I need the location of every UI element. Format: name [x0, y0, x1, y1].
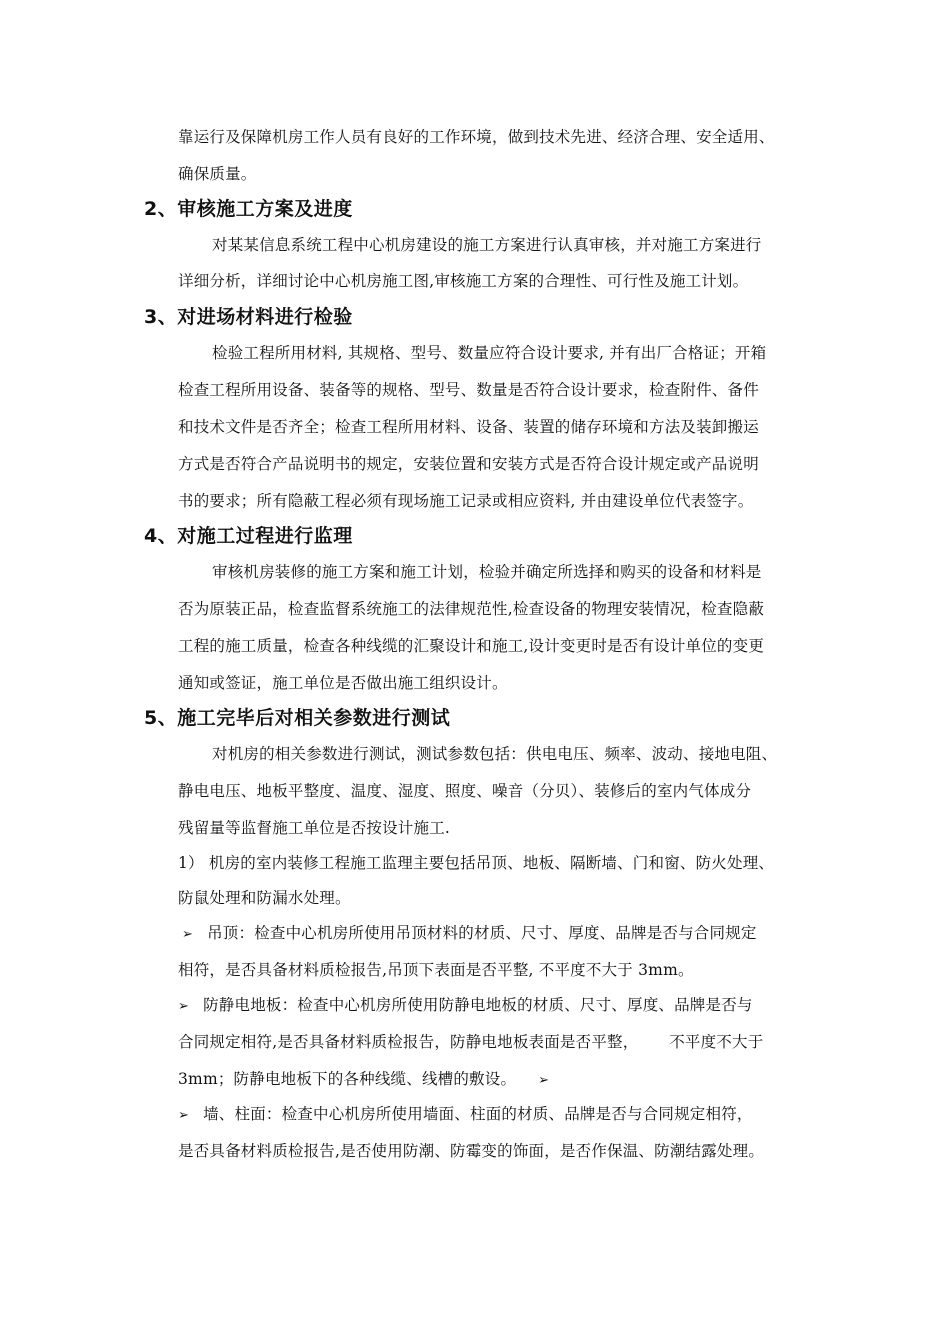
bullet-wall-text: 墙、柱面：检查中心机房所使用墙面、柱面的材质、品牌是否与合同规定相符，: [203, 1105, 753, 1123]
section-2-line-1: 对某某信息系统工程中心机房建设的施工方案进行认真审核，并对施工方案进行: [212, 236, 762, 254]
bullet-wall-line-1: [178, 1104, 753, 1126]
intro-line-2: 确保质量。: [178, 165, 257, 183]
section-4-line-2: 否为原装正品，检查监督系统施工的法律规范性,检查设备的物理安装情况，检查隐蔽: [178, 600, 765, 618]
section-3-heading: 3、对进场材料进行检验: [144, 306, 353, 328]
bullet-ceiling-text: 吊顶：检查中心机房所使用吊顶材料的材质、尺寸、厚度、品牌是否与合同规定: [207, 924, 757, 942]
section-5-line-3: 残留量等监督施工单位是否按设计施工.: [178, 819, 451, 837]
section-3-line-1: 检验工程所用材料, 其规格、型号、数量应符合设计要求, 并有出厂合格证；开箱: [212, 344, 767, 362]
bullet-floor-line-1: [178, 995, 753, 1017]
section-3-line-4: 方式是否符合产品说明书的规定，安装位置和安装方式是否符合设计规定或产品说明: [178, 455, 759, 473]
section-5-line-1: 对机房的相关参数进行测试，测试参数包括：供电电压、频率、波动、接地电阻、: [212, 745, 778, 763]
arrow-bullet-icon: ➢: [182, 927, 194, 942]
section-5-item-1-line-2: 防鼠处理和防漏水处理。: [178, 889, 351, 907]
bullet-wall-line-2: 是否具备材料质检报告,是否使用防潮、防霉变的饰面，是否作保温、防潮结露处理。: [178, 1142, 765, 1160]
intro-line-1: 靠运行及保障机房工作人员有良好的工作环境，做到技术先进、经济合理、安全适用、: [178, 128, 775, 146]
arrow-bullet-icon: ➢: [538, 1073, 550, 1088]
bullet-ceiling-line-1: [182, 923, 757, 945]
section-5-line-2: 静电电压、地板平整度、温度、湿度、照度、噪音（分贝）、装修后的室内气体成分: [178, 782, 752, 800]
section-4-line-1: 审核机房装修的施工方案和施工计划，检验并确定所选择和购买的设备和材料是: [212, 563, 762, 581]
bullet-floor-text-3: 3mm；防静电地板下的各种线缆、线槽的敷设。: [178, 1070, 517, 1088]
section-4-line-3: 工程的施工质量，检查各种线缆的汇聚设计和施工,设计变更时是否有设计单位的变更: [178, 637, 765, 655]
section-2-heading: 2、审核施工方案及进度: [144, 198, 353, 220]
section-4-heading: 4、对施工过程进行监理: [144, 525, 353, 547]
section-3-line-5: 书的要求；所有隐蔽工程必须有现场施工记录或相应资料, 并由建设单位代表签字。: [178, 492, 754, 510]
bullet-floor-line-3: [178, 1069, 563, 1091]
section-3-line-3: 和技术文件是否齐全；检查工程所用材料、设备、装置的储存环境和方法及装卸搬运: [178, 418, 759, 436]
bullet-floor-text: 防静电地板：检查中心机房所使用防静电地板的材质、尺寸、厚度、品牌是否与: [203, 996, 753, 1014]
arrow-bullet-icon: ➢: [178, 999, 190, 1014]
section-5-item-1-line-1: 1） 机房的室内装修工程施工监理主要包括吊顶、地板、隔断墙、门和窗、防火处理、: [178, 854, 775, 872]
section-2-line-2: 详细分析，详细讨论中心机房施工图,审核施工方案的合理性、可行性及施工计划。: [178, 272, 749, 290]
bullet-ceiling-line-2: 相符，是否具备材料质检报告,吊顶下表面是否平整, 不平度不大于 3mm。: [178, 961, 694, 979]
section-3-line-2: 检查工程所用设备、装备等的规格、型号、数量是否符合设计要求，检查附件、备件: [178, 381, 759, 399]
section-5-heading: 5、施工完毕后对相关参数进行测试: [144, 707, 451, 729]
section-4-line-4: 通知或签证，施工单位是否做出施工组织设计。: [178, 674, 508, 692]
arrow-bullet-icon: ➢: [178, 1108, 190, 1123]
bullet-floor-line-2: 合同规定相符,是否具备材料质检报告，防静电地板表面是否平整， 不平度不大于: [178, 1033, 764, 1051]
